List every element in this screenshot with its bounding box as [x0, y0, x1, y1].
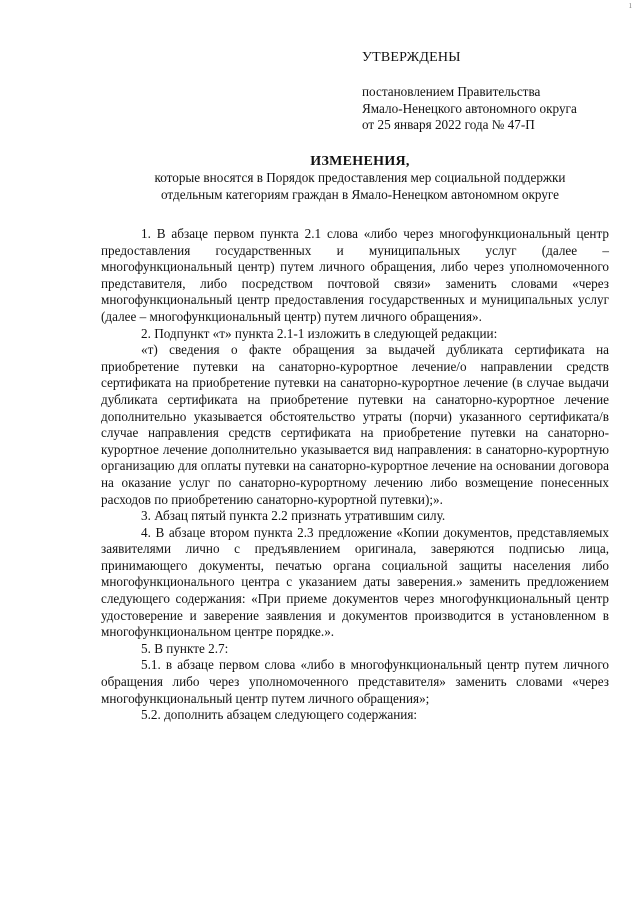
- approval-line-1: постановлением Правительства: [362, 84, 541, 99]
- paragraph-5: 5. В пункте 2.7:: [141, 640, 229, 656]
- paragraph-2: 2. Подпункт «т» пункта 2.1-1 изложить в следующей редакции:: [141, 325, 498, 341]
- corner-mark: 1: [628, 2, 632, 10]
- approval-line-2: Ямало-Ненецкого автономного округа: [362, 100, 577, 116]
- document-heading: ИЗМЕНЕНИЯ,: [310, 154, 410, 169]
- approval-line-3: от 25 января 2022 года № 47-П: [362, 117, 535, 132]
- subheading-line-2: отдельным категориям граждан в Ямало-Ненецком автономном округе: [161, 186, 559, 202]
- subheading-line-1: которые вносятся в Порядок предоставления мер социальной поддержки: [154, 170, 566, 185]
- approval-details: [362, 84, 632, 134]
- paragraph-1: 1. В абзаце первом пункта 2.1 слова «либо через многофункциональный центр предоставления государственных и муниципальных услуг (далее – многофункциональный центр) путем личного обращения, либо через уполномоченного представителя, либо посредством почтовой связи» заменить словами «через многофункциональный центр предоставления государственных и муниципальных услуг (далее – многофункциональный центр) путем личного обращения».: [101, 226, 609, 324]
- approval-title: УТВЕРЖДЕНЫ: [362, 50, 461, 65]
- document-subheading: [100, 170, 620, 203]
- paragraph-2-text: «т) сведения о факте обращения за выдачей дубликата сертификата на приобретение путевки на санаторно-курортное лечение/о направлении средств сертификата на приобретение путевки на санаторно-курортное лечение (в случае выдачи дубликата сертификата на приобретение путевки на санаторно-курортное лечение дополнительно указывается обстоятельство утраты (порчи) указанного сертификата/в случае направления средств сертификата на приобретение путевки на санаторно-курортное лечение дополнительно указывается вид направления: в санаторно-курортную организацию для оплаты путевки на санаторно-курортное лечение на основании договора на оказание услуг по санаторно-курортному лечению либо возмещение понесенных расходов по приобретению санаторно-курортной путевки);».: [101, 342, 609, 507]
- paragraph-5-2: 5.2. дополнить абзацем следующего содержания:: [141, 707, 418, 723]
- paragraph-3: 3. Абзац пятый пункта 2.2 признать утратившим силу.: [141, 508, 446, 524]
- document-body: [101, 226, 609, 724]
- paragraph-4: 4. В абзаце втором пункта 2.3 предложение «Копии документов, представляемых заявителями лично с предъявлением оригинала, заверяются подписью лица, принимающего документы, печатью органа социальной защиты населения либо многофункционального центра с указанием даты заверения.» заменить предложением следующего содержания: «При приеме документов через многофункциональный центр удостоверение и заверение заявления и документов производится в установленном в многофункциональном центре порядке.».: [101, 524, 609, 640]
- paragraph-5-1: 5.1. в абзаце первом слова «либо в многофункциональный центр путем личного обращения либо через уполномоченного представителя» заменить словами «через многофункциональный центр путем личного обращения»;: [101, 657, 609, 706]
